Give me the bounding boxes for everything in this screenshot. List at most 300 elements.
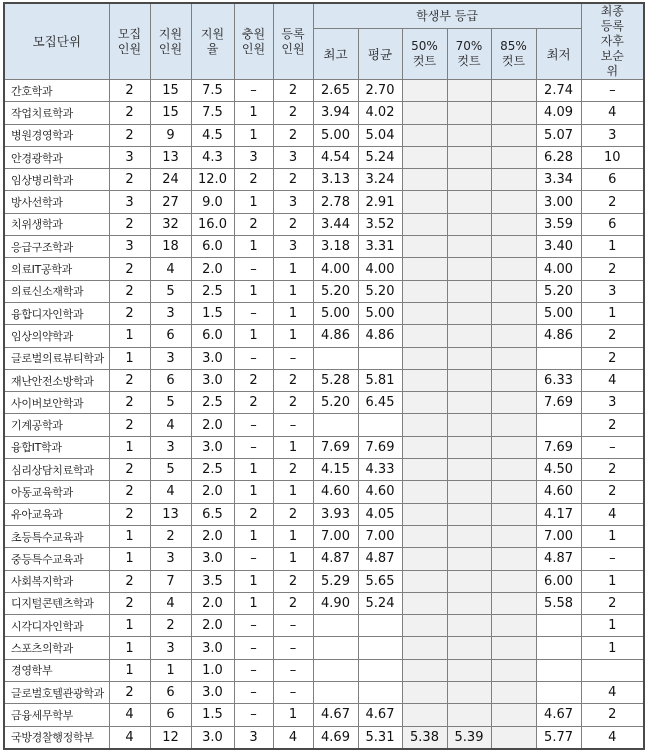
cell-enrolled: 1: [273, 436, 313, 458]
cell-worst: 5.20: [536, 280, 581, 302]
cell-apply: 9: [150, 124, 191, 146]
cell-apply: 12: [150, 726, 191, 749]
cell-cut50: 5.38: [402, 726, 447, 749]
cell-extra: –: [234, 704, 273, 726]
table-row: [4, 659, 644, 681]
cell-cut85: [491, 414, 536, 436]
cell-ratio: 4.3: [191, 146, 234, 168]
cell-cut85: [491, 258, 536, 280]
header-apply-text: 지원인원: [158, 26, 183, 56]
cell-best: 4.54: [313, 146, 358, 168]
cell-apply: 1: [150, 659, 191, 681]
cell-worst: 4.87: [536, 548, 581, 570]
cell-worst: 4.50: [536, 459, 581, 481]
cell-extra: 1: [234, 525, 273, 547]
cell-extra: 1: [234, 325, 273, 347]
cell-avg: 5.65: [358, 570, 402, 592]
cell-worst: 4.60: [536, 481, 581, 503]
cell-worst: 3.59: [536, 213, 581, 235]
cell-worst: 7.69: [536, 392, 581, 414]
cell-cut85: [491, 704, 536, 726]
header-final-rank: [581, 3, 644, 80]
cell-worst: [536, 615, 581, 637]
cell-ratio: 2.0: [191, 258, 234, 280]
cell-worst: 6.00: [536, 570, 581, 592]
cell-ratio: 3.5: [191, 570, 234, 592]
cell-cut50: [402, 503, 447, 525]
header-cut85-text: 85%컷트: [500, 39, 527, 68]
cell-worst: 2.74: [536, 80, 581, 102]
cell-best: 5.20: [313, 392, 358, 414]
cell-ratio: 6.0: [191, 236, 234, 258]
cell-avg: 4.05: [358, 503, 402, 525]
cell-dept: 글로벌호텔관광학과: [4, 682, 109, 704]
cell-ratio: 1.0: [191, 659, 234, 681]
header-cut70: [447, 29, 491, 80]
cell-cut50: [402, 236, 447, 258]
cell-cut50: [402, 414, 447, 436]
cell-extra: –: [234, 258, 273, 280]
cell-avg: [358, 615, 402, 637]
cell-recruit: 1: [109, 615, 150, 637]
cell-final-rank: 2: [581, 704, 644, 726]
table-row: [4, 503, 644, 525]
table-row: [4, 637, 644, 659]
cell-apply: 7: [150, 570, 191, 592]
header-apply: [150, 3, 191, 80]
cell-cut85: [491, 236, 536, 258]
cell-extra: 3: [234, 726, 273, 749]
cell-cut50: [402, 302, 447, 324]
header-best: 최고: [313, 29, 358, 80]
cell-apply: 32: [150, 213, 191, 235]
cell-enrolled: 2: [273, 503, 313, 525]
table-body: [4, 80, 644, 749]
cell-final-rank: 10: [581, 146, 644, 168]
cell-worst: [536, 637, 581, 659]
cell-avg: 2.91: [358, 191, 402, 213]
cell-cut70: [447, 213, 491, 235]
cell-dept: 글로벌의료뷰티학과: [4, 347, 109, 369]
cell-extra: 1: [234, 570, 273, 592]
cell-enrolled: 2: [273, 102, 313, 124]
cell-cut50: [402, 280, 447, 302]
cell-dept: 치위생학과: [4, 213, 109, 235]
cell-dept: 사회복지학과: [4, 570, 109, 592]
cell-enrolled: 1: [273, 548, 313, 570]
cell-final-rank: –: [581, 80, 644, 102]
cell-worst: [536, 659, 581, 681]
cell-worst: 4.09: [536, 102, 581, 124]
cell-ratio: 3.0: [191, 369, 234, 391]
cell-cut85: [491, 682, 536, 704]
cell-cut70: [447, 325, 491, 347]
cell-cut70: [447, 525, 491, 547]
cell-avg: [358, 414, 402, 436]
cell-avg: 7.69: [358, 436, 402, 458]
cell-extra: –: [234, 682, 273, 704]
table-row: [4, 525, 644, 547]
cell-recruit: 1: [109, 525, 150, 547]
header-cut70-text: 70%컷트: [455, 39, 483, 68]
cell-enrolled: –: [273, 347, 313, 369]
cell-final-rank: 4: [581, 682, 644, 704]
cell-extra: –: [234, 414, 273, 436]
cell-cut70: [447, 258, 491, 280]
table-row: [4, 124, 644, 146]
cell-worst: [536, 682, 581, 704]
cell-avg: 4.86: [358, 325, 402, 347]
cell-extra: 1: [234, 481, 273, 503]
cell-cut50: [402, 682, 447, 704]
cell-dept: 응급구조학과: [4, 236, 109, 258]
cell-final-rank: 2: [581, 347, 644, 369]
cell-enrolled: 1: [273, 258, 313, 280]
cell-worst: [536, 347, 581, 369]
cell-final-rank: 2: [581, 592, 644, 614]
cell-cut70: [447, 392, 491, 414]
cell-recruit: 4: [109, 726, 150, 749]
cell-recruit: 3: [109, 236, 150, 258]
cell-recruit: 1: [109, 659, 150, 681]
cell-ratio: 3.0: [191, 726, 234, 749]
cell-cut85: [491, 102, 536, 124]
cell-best: 3.94: [313, 102, 358, 124]
cell-recruit: 2: [109, 459, 150, 481]
cell-final-rank: 1: [581, 615, 644, 637]
cell-recruit: 2: [109, 213, 150, 235]
cell-ratio: 2.0: [191, 615, 234, 637]
cell-cut85: [491, 213, 536, 235]
cell-best: 5.00: [313, 124, 358, 146]
cell-cut70: 5.39: [447, 726, 491, 749]
cell-apply: 2: [150, 615, 191, 637]
cell-enrolled: 2: [273, 592, 313, 614]
cell-ratio: 9.0: [191, 191, 234, 213]
cell-cut70: [447, 615, 491, 637]
cell-cut85: [491, 124, 536, 146]
cell-recruit: 2: [109, 592, 150, 614]
cell-apply: 3: [150, 548, 191, 570]
cell-final-rank: 1: [581, 302, 644, 324]
cell-worst: [536, 414, 581, 436]
cell-final-rank: 2: [581, 481, 644, 503]
cell-cut85: [491, 302, 536, 324]
cell-apply: 4: [150, 258, 191, 280]
cell-recruit: 2: [109, 392, 150, 414]
cell-final-rank: –: [581, 436, 644, 458]
cell-apply: 24: [150, 169, 191, 191]
cell-final-rank: 2: [581, 191, 644, 213]
table-row: [4, 726, 644, 749]
cell-recruit: 2: [109, 80, 150, 102]
cell-worst: 4.67: [536, 704, 581, 726]
cell-cut85: [491, 325, 536, 347]
table-row: [4, 258, 644, 280]
cell-cut70: [447, 80, 491, 102]
cell-avg: 5.20: [358, 280, 402, 302]
table-row: [4, 102, 644, 124]
cell-cut70: [447, 481, 491, 503]
cell-ratio: 1.5: [191, 704, 234, 726]
cell-recruit: 2: [109, 169, 150, 191]
cell-dept: 기계공학과: [4, 414, 109, 436]
cell-avg: 5.04: [358, 124, 402, 146]
cell-recruit: 2: [109, 570, 150, 592]
cell-cut85: [491, 637, 536, 659]
cell-best: [313, 659, 358, 681]
cell-best: 4.15: [313, 459, 358, 481]
cell-dept: 경영학부: [4, 659, 109, 681]
cell-best: 5.29: [313, 570, 358, 592]
cell-best: [313, 682, 358, 704]
cell-avg: 4.60: [358, 481, 402, 503]
cell-avg: 5.81: [358, 369, 402, 391]
cell-cut50: [402, 191, 447, 213]
table-row: [4, 615, 644, 637]
cell-avg: 3.52: [358, 213, 402, 235]
cell-worst: 6.28: [536, 146, 581, 168]
cell-cut50: [402, 80, 447, 102]
cell-dept: 심리상담치료학과: [4, 459, 109, 481]
cell-apply: 15: [150, 102, 191, 124]
cell-avg: 5.24: [358, 146, 402, 168]
cell-best: 4.90: [313, 592, 358, 614]
cell-recruit: 2: [109, 124, 150, 146]
cell-final-rank: 2: [581, 459, 644, 481]
header-grade-group: 학생부 등급: [313, 3, 581, 29]
cell-worst: 6.33: [536, 369, 581, 391]
cell-best: 2.65: [313, 80, 358, 102]
cell-apply: 5: [150, 280, 191, 302]
cell-final-rank: 4: [581, 102, 644, 124]
cell-avg: 6.45: [358, 392, 402, 414]
cell-cut50: [402, 615, 447, 637]
cell-best: 4.60: [313, 481, 358, 503]
cell-cut85: [491, 347, 536, 369]
cell-extra: –: [234, 615, 273, 637]
cell-ratio: 2.0: [191, 414, 234, 436]
cell-recruit: 3: [109, 191, 150, 213]
cell-dept: 유아교육과: [4, 503, 109, 525]
cell-extra: 1: [234, 280, 273, 302]
cell-cut85: [491, 503, 536, 525]
cell-cut70: [447, 347, 491, 369]
table-row: [4, 392, 644, 414]
cell-cut85: [491, 570, 536, 592]
cell-extra: 3: [234, 146, 273, 168]
cell-worst: 4.86: [536, 325, 581, 347]
cell-ratio: 7.5: [191, 102, 234, 124]
cell-cut50: [402, 637, 447, 659]
cell-best: 5.00: [313, 302, 358, 324]
cell-worst: 7.69: [536, 436, 581, 458]
cell-worst: 5.00: [536, 302, 581, 324]
cell-avg: 5.31: [358, 726, 402, 749]
cell-recruit: 1: [109, 436, 150, 458]
cell-cut85: [491, 481, 536, 503]
cell-cut85: [491, 146, 536, 168]
header-dept: 모집단위: [4, 3, 109, 80]
cell-worst: 4.00: [536, 258, 581, 280]
header-extra-text: 충원인원: [241, 26, 266, 56]
cell-avg: 4.00: [358, 258, 402, 280]
table-row: [4, 169, 644, 191]
cell-enrolled: 3: [273, 191, 313, 213]
cell-cut50: [402, 213, 447, 235]
table-row: [4, 481, 644, 503]
cell-enrolled: 2: [273, 369, 313, 391]
table-row: [4, 347, 644, 369]
cell-extra: –: [234, 436, 273, 458]
cell-cut50: [402, 146, 447, 168]
cell-cut85: [491, 169, 536, 191]
cell-ratio: 3.0: [191, 436, 234, 458]
cell-extra: 1: [234, 124, 273, 146]
cell-ratio: 4.5: [191, 124, 234, 146]
header-cut85: [491, 29, 536, 80]
cell-apply: 15: [150, 80, 191, 102]
cell-recruit: 2: [109, 682, 150, 704]
cell-extra: –: [234, 637, 273, 659]
cell-ratio: 3.0: [191, 548, 234, 570]
cell-cut85: [491, 592, 536, 614]
cell-cut50: [402, 525, 447, 547]
cell-dept: 방사선학과: [4, 191, 109, 213]
cell-cut70: [447, 146, 491, 168]
table-row: [4, 682, 644, 704]
cell-cut70: [447, 548, 491, 570]
cell-cut85: [491, 548, 536, 570]
cell-best: [313, 347, 358, 369]
cell-worst: 3.40: [536, 236, 581, 258]
cell-enrolled: –: [273, 615, 313, 637]
cell-cut50: [402, 481, 447, 503]
cell-final-rank: 1: [581, 525, 644, 547]
cell-best: 4.69: [313, 726, 358, 749]
cell-enrolled: 1: [273, 325, 313, 347]
cell-enrolled: 2: [273, 392, 313, 414]
cell-final-rank: 1: [581, 236, 644, 258]
cell-enrolled: 1: [273, 525, 313, 547]
cell-recruit: 2: [109, 280, 150, 302]
cell-ratio: 2.0: [191, 592, 234, 614]
cell-enrolled: 4: [273, 726, 313, 749]
cell-ratio: 6.0: [191, 325, 234, 347]
table-row: [4, 325, 644, 347]
cell-ratio: 2.0: [191, 525, 234, 547]
cell-best: 3.93: [313, 503, 358, 525]
cell-best: 7.69: [313, 436, 358, 458]
cell-final-rank: 4: [581, 726, 644, 749]
cell-final-rank: 3: [581, 392, 644, 414]
cell-cut70: [447, 369, 491, 391]
cell-cut70: [447, 236, 491, 258]
cell-dept: 중등특수교육과: [4, 548, 109, 570]
cell-cut85: [491, 191, 536, 213]
table-row: [4, 213, 644, 235]
cell-final-rank: 1: [581, 637, 644, 659]
cell-cut50: [402, 704, 447, 726]
cell-cut70: [447, 124, 491, 146]
cell-avg: [358, 682, 402, 704]
cell-final-rank: 4: [581, 369, 644, 391]
cell-dept: 사이버보안학과: [4, 392, 109, 414]
cell-cut50: [402, 459, 447, 481]
cell-extra: –: [234, 548, 273, 570]
header-avg: 평균: [358, 29, 402, 80]
cell-cut70: [447, 414, 491, 436]
cell-enrolled: 3: [273, 236, 313, 258]
header-final-rank-text: 최종등록자후보순위: [600, 4, 624, 78]
cell-apply: 5: [150, 459, 191, 481]
cell-final-rank: –: [581, 548, 644, 570]
header-ratio-text: 지원율: [200, 26, 225, 56]
cell-avg: 2.70: [358, 80, 402, 102]
header-ratio: [191, 3, 234, 80]
cell-dept: 병원경영학과: [4, 124, 109, 146]
cell-cut70: [447, 637, 491, 659]
cell-dept: 안경광학과: [4, 146, 109, 168]
table-row: [4, 80, 644, 102]
cell-recruit: 2: [109, 302, 150, 324]
table-row: [4, 236, 644, 258]
cell-enrolled: 2: [273, 124, 313, 146]
cell-cut70: [447, 302, 491, 324]
cell-cut70: [447, 191, 491, 213]
cell-best: 3.13: [313, 169, 358, 191]
cell-dept: 스포츠의학과: [4, 637, 109, 659]
cell-apply: 6: [150, 704, 191, 726]
cell-best: [313, 414, 358, 436]
cell-dept: 초등특수교육과: [4, 525, 109, 547]
cell-best: 5.20: [313, 280, 358, 302]
cell-final-rank: 6: [581, 169, 644, 191]
cell-cut50: [402, 169, 447, 191]
cell-dept: 임상의약학과: [4, 325, 109, 347]
cell-enrolled: 2: [273, 213, 313, 235]
cell-avg: 4.33: [358, 459, 402, 481]
cell-cut85: [491, 659, 536, 681]
cell-cut85: [491, 280, 536, 302]
cell-final-rank: 3: [581, 124, 644, 146]
cell-ratio: 7.5: [191, 80, 234, 102]
header-recruit: [109, 3, 150, 80]
cell-enrolled: 2: [273, 570, 313, 592]
cell-cut70: [447, 503, 491, 525]
cell-enrolled: 1: [273, 280, 313, 302]
header-cut50: [402, 29, 447, 80]
cell-best: 4.00: [313, 258, 358, 280]
cell-cut70: [447, 459, 491, 481]
cell-dept: 의료IT공학과: [4, 258, 109, 280]
cell-extra: 1: [234, 191, 273, 213]
cell-best: 4.67: [313, 704, 358, 726]
cell-best: 4.86: [313, 325, 358, 347]
cell-dept: 간호학과: [4, 80, 109, 102]
cell-dept: 융합디자인학과: [4, 302, 109, 324]
cell-worst: 4.17: [536, 503, 581, 525]
cell-cut70: [447, 659, 491, 681]
cell-avg: 4.02: [358, 102, 402, 124]
cell-cut50: [402, 659, 447, 681]
cell-cut50: [402, 258, 447, 280]
cell-extra: –: [234, 347, 273, 369]
cell-final-rank: 2: [581, 258, 644, 280]
table-row: [4, 302, 644, 324]
cell-dept: 의료신소재학과: [4, 280, 109, 302]
cell-cut85: [491, 726, 536, 749]
